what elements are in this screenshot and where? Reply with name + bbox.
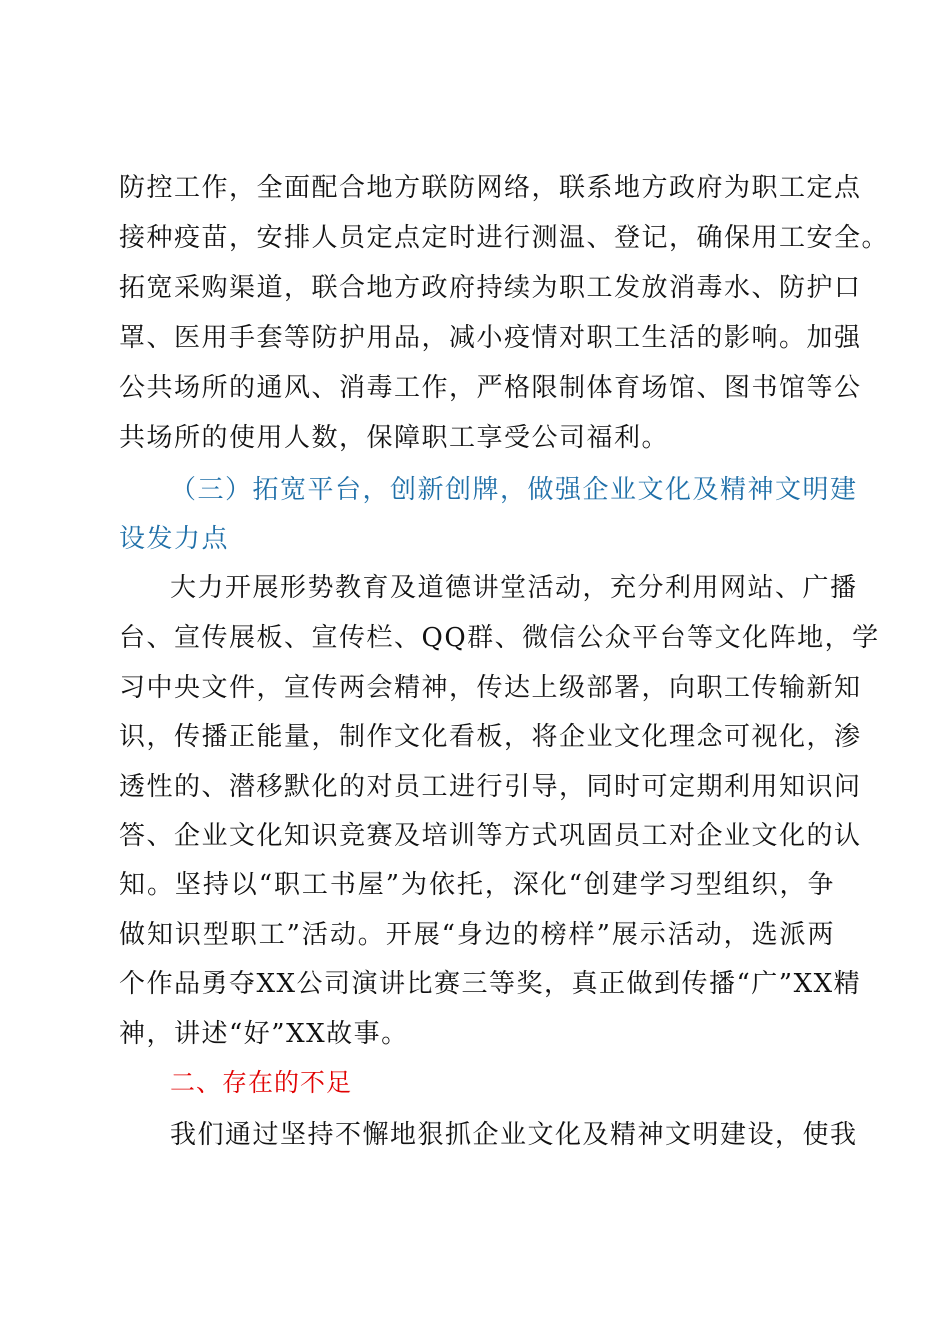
text-line: 大力开展形势教育及道德讲堂活动，充分利用网站、广播 (170, 573, 858, 603)
text-line: 识，传播正能量，制作文化看板，将企业文化理念可视化，渗 (119, 722, 862, 752)
text-line: 接种疫苗，安排人员定点定时进行测温、登记，确保用工安全。 (119, 223, 890, 253)
heading-line: （三）拓宽平台，创新创牌，做强企业文化及精神文明建 (170, 475, 858, 505)
text-line: 共场所的使用人数，保障职工享受公司福利。 (119, 423, 670, 453)
text-line: 知。坚持以“职工书屋”为依托，深化“创建学习型组织，争 (119, 870, 835, 900)
text-line: 神，讲述“好”XX故事。 (119, 1019, 409, 1049)
text-line: 公共场所的通风、消毒工作，严格限制体育场馆、图书馆等公 (119, 373, 862, 403)
text-line: 个作品勇夺XX公司演讲比赛三等奖，真正做到传播“广”XX精 (119, 969, 862, 999)
text-line: 防控工作，全面配合地方联防网络，联系地方政府为职工定点 (119, 173, 862, 203)
heading-line: 设发力点 (119, 524, 230, 554)
text-line: 罩、医用手套等防护用品，减小疫情对职工生活的影响。加强 (119, 323, 862, 353)
text-line: 台、宣传展板、宣传栏、QQ群、微信公众平台等文化阵地，学 (119, 623, 880, 653)
text-line: 做知识型职工”活动。开展“身边的榜样”展示活动，选派两 (119, 920, 835, 950)
text-line: 习中央文件，宣传两会精神，传达上级部署，向职工传输新知 (119, 673, 862, 703)
text-line: 我们通过坚持不懈地狠抓企业文化及精神文明建设，使我 (170, 1120, 858, 1150)
text-line: 透性的、潜移默化的对员工进行引导，同时可定期利用知识问 (119, 772, 862, 802)
text-line: 答、企业文化知识竞赛及培训等方式巩固员工对企业文化的认 (119, 821, 862, 851)
text-line: 拓宽采购渠道，联合地方政府持续为职工发放消毒水、防护口 (119, 273, 862, 303)
section-heading-2: 二、存在的不足 (170, 1068, 353, 1097)
